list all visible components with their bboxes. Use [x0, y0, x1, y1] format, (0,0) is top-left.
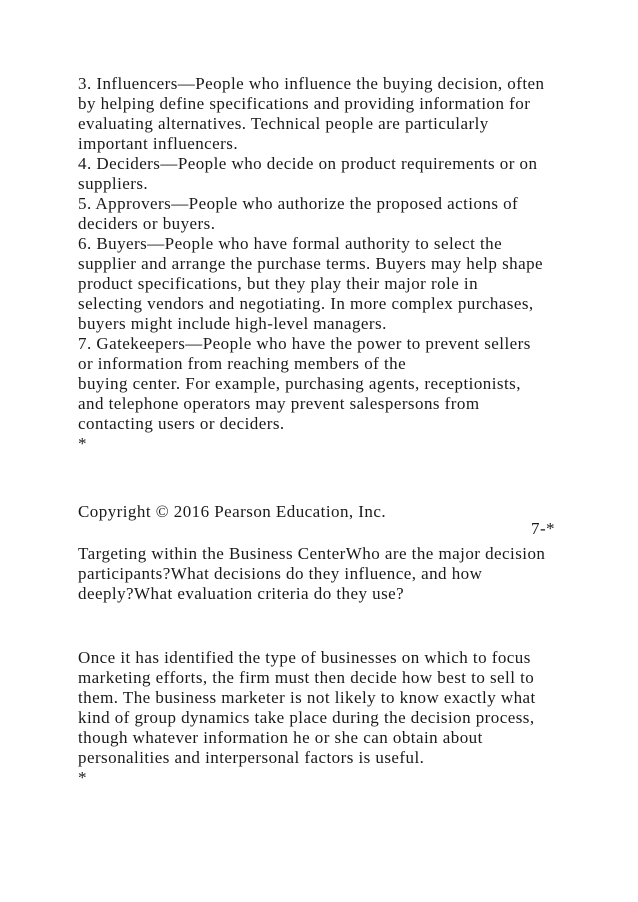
- text-line: deeply?What evaluation criteria do they use?: [78, 584, 405, 603]
- text-line: participants?What decisions do they influence, and how: [78, 564, 483, 583]
- text-line: 4. Deciders—People who decide on product requirements or on: [78, 154, 538, 173]
- text-line: though whatever information he or she can obtain about: [78, 728, 483, 747]
- text-line: by helping define specifications and providing information for: [78, 94, 531, 113]
- text-line: marketing efforts, the firm must then decide how best to sell to: [78, 668, 535, 687]
- text-line: buying center. For example, purchasing agents, receptionists,: [78, 374, 521, 393]
- text-line: 5. Approvers—People who authorize the proposed actions of: [78, 194, 519, 213]
- text-line: or information from reaching members of the: [78, 354, 407, 373]
- text-line: Targeting within the Business CenterWho are the major decision: [78, 544, 546, 563]
- text-line: 3. Influencers—People who influence the buying decision, often: [78, 74, 545, 93]
- text-line: contacting users or deciders.: [78, 414, 285, 433]
- slide-number: 7-*: [531, 519, 556, 538]
- text-line: kind of group dynamics take place during the decision process,: [78, 708, 535, 727]
- text-line: personalities and interpersonal factors is useful.: [78, 748, 425, 767]
- text-line: suppliers.: [78, 174, 149, 193]
- text-line: selecting vendors and negotiating. In more complex purchases,: [78, 294, 534, 313]
- copyright-text: Copyright © 2016 Pearson Education, Inc.: [78, 502, 387, 521]
- text-line: 7. Gatekeepers—People who have the power to prevent sellers: [78, 334, 531, 353]
- text-line: 6. Buyers—People who have formal authority to select the: [78, 234, 503, 253]
- text-line: evaluating alternatives. Technical people are particularly: [78, 114, 489, 133]
- text-line: buyers might include high-level managers.: [78, 314, 387, 333]
- text-line: them. The business marketer is not likely to know exactly what: [78, 688, 536, 707]
- asterisk-marker: *: [78, 434, 87, 453]
- text-line: supplier and arrange the purchase terms. Buyers may help shape: [78, 254, 544, 273]
- text-line: deciders or buyers.: [78, 214, 216, 233]
- text-line: important influencers.: [78, 134, 239, 153]
- asterisk-marker: *: [78, 768, 87, 787]
- text-line: Once it has identified the type of businesses on which to focus: [78, 648, 531, 667]
- text-line: product specifications, but they play their major role in: [78, 274, 479, 293]
- text-line: and telephone operators may prevent salespersons from: [78, 394, 480, 413]
